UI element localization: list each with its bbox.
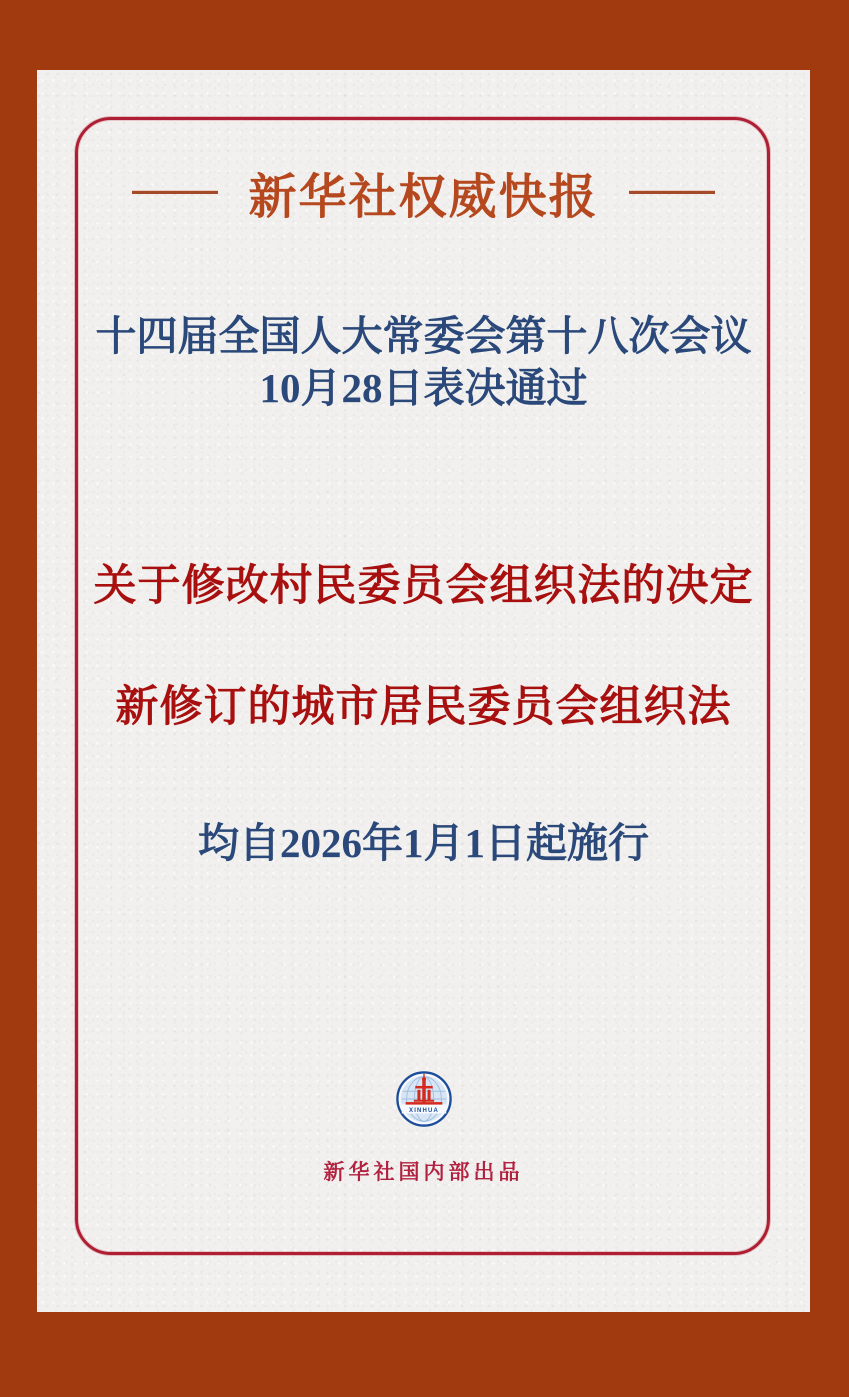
decision-headline-2: 新修订的城市居民委员会组织法 (115, 683, 732, 731)
meeting-line-2: 10月28日表决通过 (259, 365, 588, 411)
page-title: 新华社权威快报 (248, 170, 599, 224)
header (37, 160, 810, 224)
xinhua-logo-icon (395, 1070, 453, 1128)
meeting-line-1: 十四届全国人大常委会第十八次会议 (95, 313, 752, 359)
meeting-info (37, 310, 810, 414)
title-dash-right (629, 190, 715, 194)
logo-wordmark: XINHUA (408, 1108, 439, 1115)
logo-container (37, 1070, 810, 1128)
effective-date-line: 均自2026年1月1日起施行 (198, 820, 649, 866)
news-card-paper (37, 70, 810, 1312)
title-dash-left (132, 190, 218, 194)
decision-headline-1: 关于修改村民委员会组织法的决定 (93, 562, 754, 610)
publisher-credit: 新华社国内部出品 (323, 1161, 524, 1184)
